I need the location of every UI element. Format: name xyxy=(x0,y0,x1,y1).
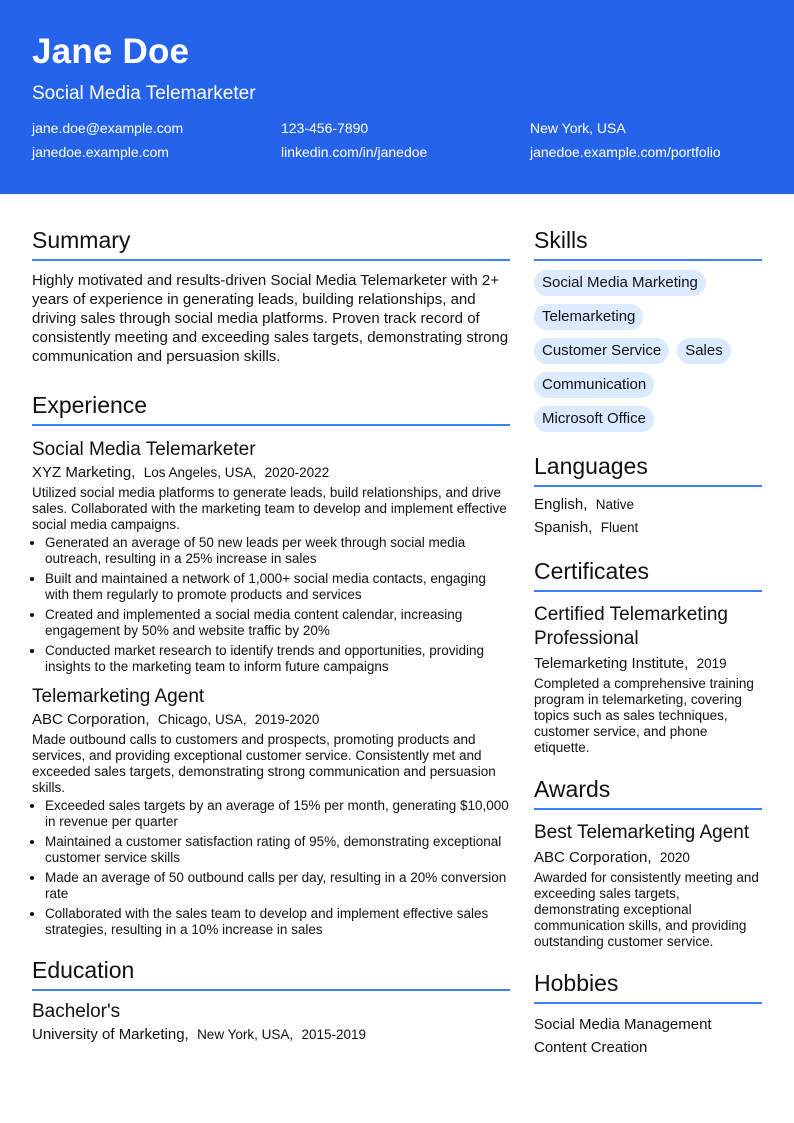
skill-chip: Telemarketing xyxy=(534,304,643,330)
email-link[interactable]: jane.doe@example.com xyxy=(32,120,184,136)
skill-chip: Microsoft Office xyxy=(534,406,654,432)
education-heading: Education xyxy=(32,956,510,991)
candidate-name: Jane Doe xyxy=(32,32,190,71)
hobbies-heading: Hobbies xyxy=(534,969,762,1004)
certificate-title: Certified Telemarketing Professional xyxy=(534,604,728,649)
language-level: Fluent xyxy=(600,520,639,535)
hobby-item: Content Creation xyxy=(534,1039,648,1056)
achievement-item: • Collaborated with the sales team to develop and implement effective sales strategies, resulting in a 10% increase in sales xyxy=(45,906,510,938)
resume-header xyxy=(0,0,794,194)
achievement-item: • Exceeded sales targets by an average of 15% per month, generating $10,000 in revenue per quarter xyxy=(45,798,510,830)
achievement-item: • Generated an average of 50 new leads per week through social media outreach, resulting in a 25% increase in sales xyxy=(45,535,510,567)
candidate-title: Social Media Telemarketer xyxy=(32,83,256,104)
achievement-item: • Created and implemented a social media content calendar, increasing engagement by 50% and website traffic by 20% xyxy=(45,607,510,639)
languages-heading: Languages xyxy=(534,452,762,487)
left-column xyxy=(32,194,510,1059)
certificate-year: 2019 xyxy=(696,656,727,671)
award-issuer: ABC Corporation, xyxy=(534,849,652,866)
summary-heading: Summary xyxy=(32,226,510,261)
job-title: Social Media Telemarketer xyxy=(32,439,256,460)
achievement-item: • Made an average of 50 outbound calls per day, resulting in a 20% conversion rate xyxy=(45,870,510,902)
education-dates: 2015-2019 xyxy=(301,1027,367,1042)
education-entry xyxy=(32,1000,510,1045)
skill-chip: Sales xyxy=(677,338,731,364)
job-location: Chicago, USA, xyxy=(157,712,247,727)
award-meta xyxy=(534,848,762,868)
skill-chip: Social Media Marketing xyxy=(534,270,706,296)
job-description: Made outbound calls to customers and prospects, promoting products and services, and providing exceptional customer service. Consistently met and exceeded sales targets, demonstrating strong communication and persuasion skills. xyxy=(32,732,496,795)
location: New York, USA xyxy=(530,120,626,136)
summary-text: Highly motivated and results-driven Social Media Telemarketer with 2+ years of experience in generating leads, building relationships, and driving sales through social media platforms. Proven track record of consistently meeting and exceeding sales targets, demonstrating strong communication and persuasion skills. xyxy=(32,272,509,365)
skill-chip: Communication xyxy=(534,372,654,398)
school-location: New York, USA, xyxy=(197,1027,294,1042)
language-name: English, xyxy=(534,496,588,513)
certificates-heading: Certificates xyxy=(534,557,762,592)
job-company: XYZ Marketing, xyxy=(32,464,136,481)
award-year: 2020 xyxy=(659,850,690,865)
resume-body xyxy=(0,194,794,1059)
language-item xyxy=(534,518,762,538)
award-title: Best Telemarketing Agent xyxy=(534,822,750,843)
hobbies-list xyxy=(534,1013,762,1059)
languages-list xyxy=(534,495,762,538)
website-link[interactable]: janedoe.example.com xyxy=(32,144,169,160)
linkedin-link[interactable]: linkedin.com/in/janedoe xyxy=(281,144,428,160)
job-achievements xyxy=(32,535,510,675)
certificate-description: Completed a comprehensive training program in telemarketing, covering topics such as sales techniques, customer service, and phone etiquette. xyxy=(534,676,754,755)
skills-heading: Skills xyxy=(534,226,762,261)
job-meta xyxy=(32,710,510,730)
language-item xyxy=(534,495,762,515)
skills-list xyxy=(534,270,762,432)
job-achievements xyxy=(32,798,510,938)
phone-number: 123-456-7890 xyxy=(281,120,369,136)
job-dates: 2020-2022 xyxy=(264,465,330,480)
contact-info xyxy=(32,120,762,160)
job-company: ABC Corporation, xyxy=(32,711,150,728)
achievement-item: • Conducted market research to identify trends and opportunities, providing insights to the marketing team to inform future campaigns xyxy=(45,643,510,675)
certificate-issuer: Telemarketing Institute, xyxy=(534,655,689,672)
skill-chip: Customer Service xyxy=(534,338,669,364)
experience-heading: Experience xyxy=(32,391,510,426)
hobby-item: Social Media Management xyxy=(534,1016,712,1033)
awards-heading: Awards xyxy=(534,775,762,810)
education-meta xyxy=(32,1025,510,1045)
job-location: Los Angeles, USA, xyxy=(143,465,257,480)
job-dates: 2019-2020 xyxy=(254,712,320,727)
job-title: Telemarketing Agent xyxy=(32,686,205,707)
language-level: Native xyxy=(595,497,634,512)
degree: Bachelor's xyxy=(32,1001,121,1022)
job-entry xyxy=(32,438,510,675)
job-description: Utilized social media platforms to generate leads, build relationships, and drive sales. Collaborated with the marketing team to develop and implement effective social media campaigns. xyxy=(32,485,507,532)
school-name: University of Marketing, xyxy=(32,1026,189,1043)
certificate-meta xyxy=(534,654,762,674)
award-description: Awarded for consistently meeting and exceeding sales targets, demonstrating exceptional communication skills, and providing outstanding customer service. xyxy=(534,870,759,949)
job-entry xyxy=(32,685,510,938)
job-meta xyxy=(32,463,510,483)
portfolio-link[interactable]: janedoe.example.com/portfolio xyxy=(530,144,721,160)
achievement-item: • Maintained a customer satisfaction rating of 95%, demonstrating exceptional customer service skills xyxy=(45,834,510,866)
language-name: Spanish, xyxy=(534,519,593,536)
right-column xyxy=(534,194,762,1059)
achievement-item: • Built and maintained a network of 1,000+ social media contacts, engaging with them regularly to promote products and services xyxy=(45,571,510,603)
